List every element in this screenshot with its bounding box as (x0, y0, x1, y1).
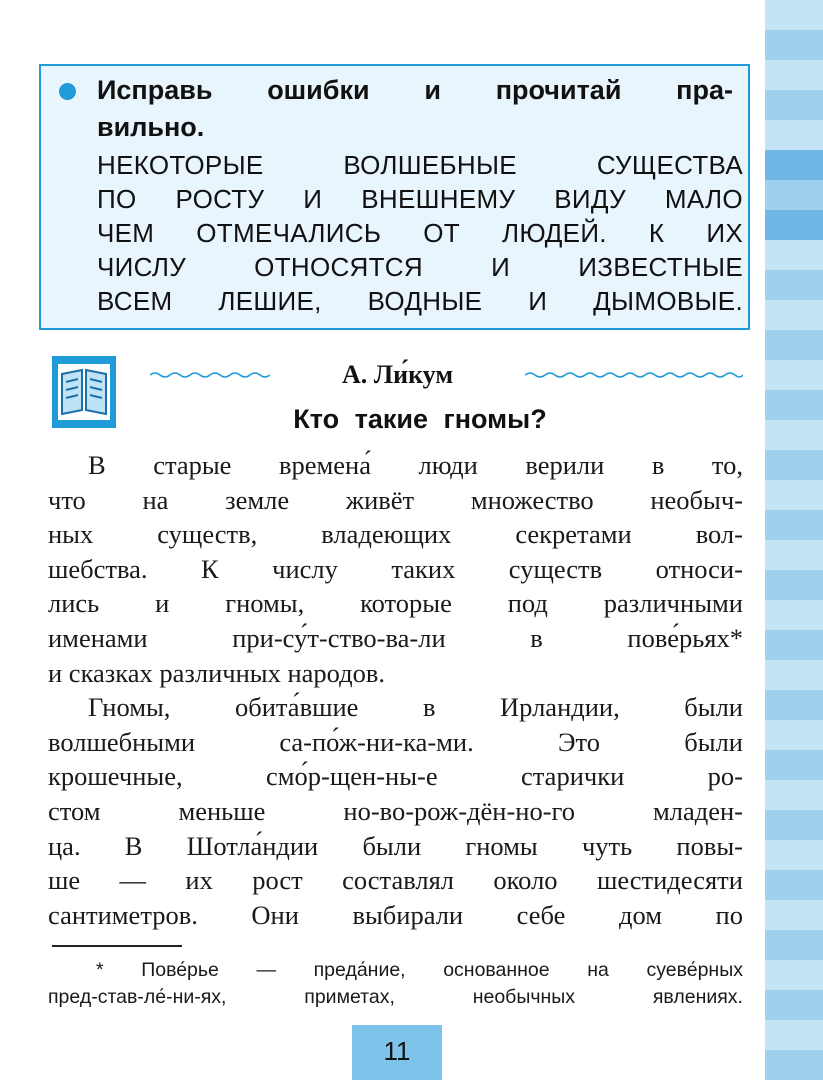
footnote-line: пред-став-ле́-ни-ях, приметах, необычных явлениях. (48, 986, 743, 1008)
story-line: ных существ, владеющих секретами вол- (48, 519, 743, 550)
story-line: волшебными са-по́ж-ни-ка-ми. Это были (48, 726, 743, 757)
exercise-text (97, 148, 743, 318)
footnote (48, 957, 743, 1011)
decorative-stripes (765, 0, 823, 1080)
exercise-text-line: ВСЕМ ЛЕШИЕ, ВОДНЫЕ И ДЫМОВЫЕ. (97, 286, 743, 316)
exercise-text-line: НЕКОТОРЫЕ ВОЛШЕБНЫЕ СУЩЕСТВА (97, 150, 743, 180)
decorative-wave-right (525, 370, 743, 380)
story-author: А. Ли́кум (341, 360, 454, 389)
story-line: и сказках различных народов. (48, 657, 386, 688)
exercise-text-line: ЧИСЛУ ОТНОСЯТСЯ И ИЗВЕСТНЫЕ (97, 252, 743, 282)
story-line: шебства. К числу таких существ относи- (48, 553, 743, 584)
footnote-divider (52, 945, 182, 947)
story-line: крошечные, смо́р-щен-ны-е старички ро- (48, 761, 743, 792)
open-book-icon (48, 352, 120, 432)
story-line: сантиметров. Они выбирали себе дом по (48, 899, 743, 930)
exercise-title (97, 72, 733, 146)
story-line: Гномы, обита́вшие в Ирландии, были (88, 692, 743, 723)
exercise-title-line: вильно. (97, 112, 205, 142)
exercise-box (39, 64, 750, 330)
story-title: Кто такие гномы? (293, 404, 547, 434)
story-line: В старые времена́ люди верили в то, (88, 450, 743, 480)
story-line: лись и гномы, которые под различными (48, 588, 743, 619)
story-line: что на земле живёт множество необыч- (48, 484, 743, 515)
story-line: ца. В Шотла́ндии были гномы чуть повы- (48, 830, 743, 861)
story-line: именами при-су́т-ство-ва-ли в пове́рьях* (48, 622, 743, 653)
story-text (48, 448, 743, 932)
decorative-wave-left (150, 370, 270, 380)
exercise-text-line: ЧЕМ ОТМЕЧАЛИСЬ ОТ ЛЮДЕЙ. К ИХ (97, 218, 743, 248)
footnote-line: * Пове́рье — преда́ние, основанное на суеве́рных (96, 959, 743, 981)
page-number: 11 (383, 1036, 411, 1066)
exercise-text-line: ПО РОСТУ И ВНЕШНЕМУ ВИДУ МАЛО (97, 184, 743, 214)
bullet-icon (59, 83, 76, 100)
exercise-title-line: Исправь ошибки и прочитай пра- (97, 75, 733, 105)
story-line: стом меньше но-во-рож-дён-но-го младен- (48, 795, 743, 826)
story-line: ше — их рост составлял около шестидесяти (48, 865, 743, 896)
